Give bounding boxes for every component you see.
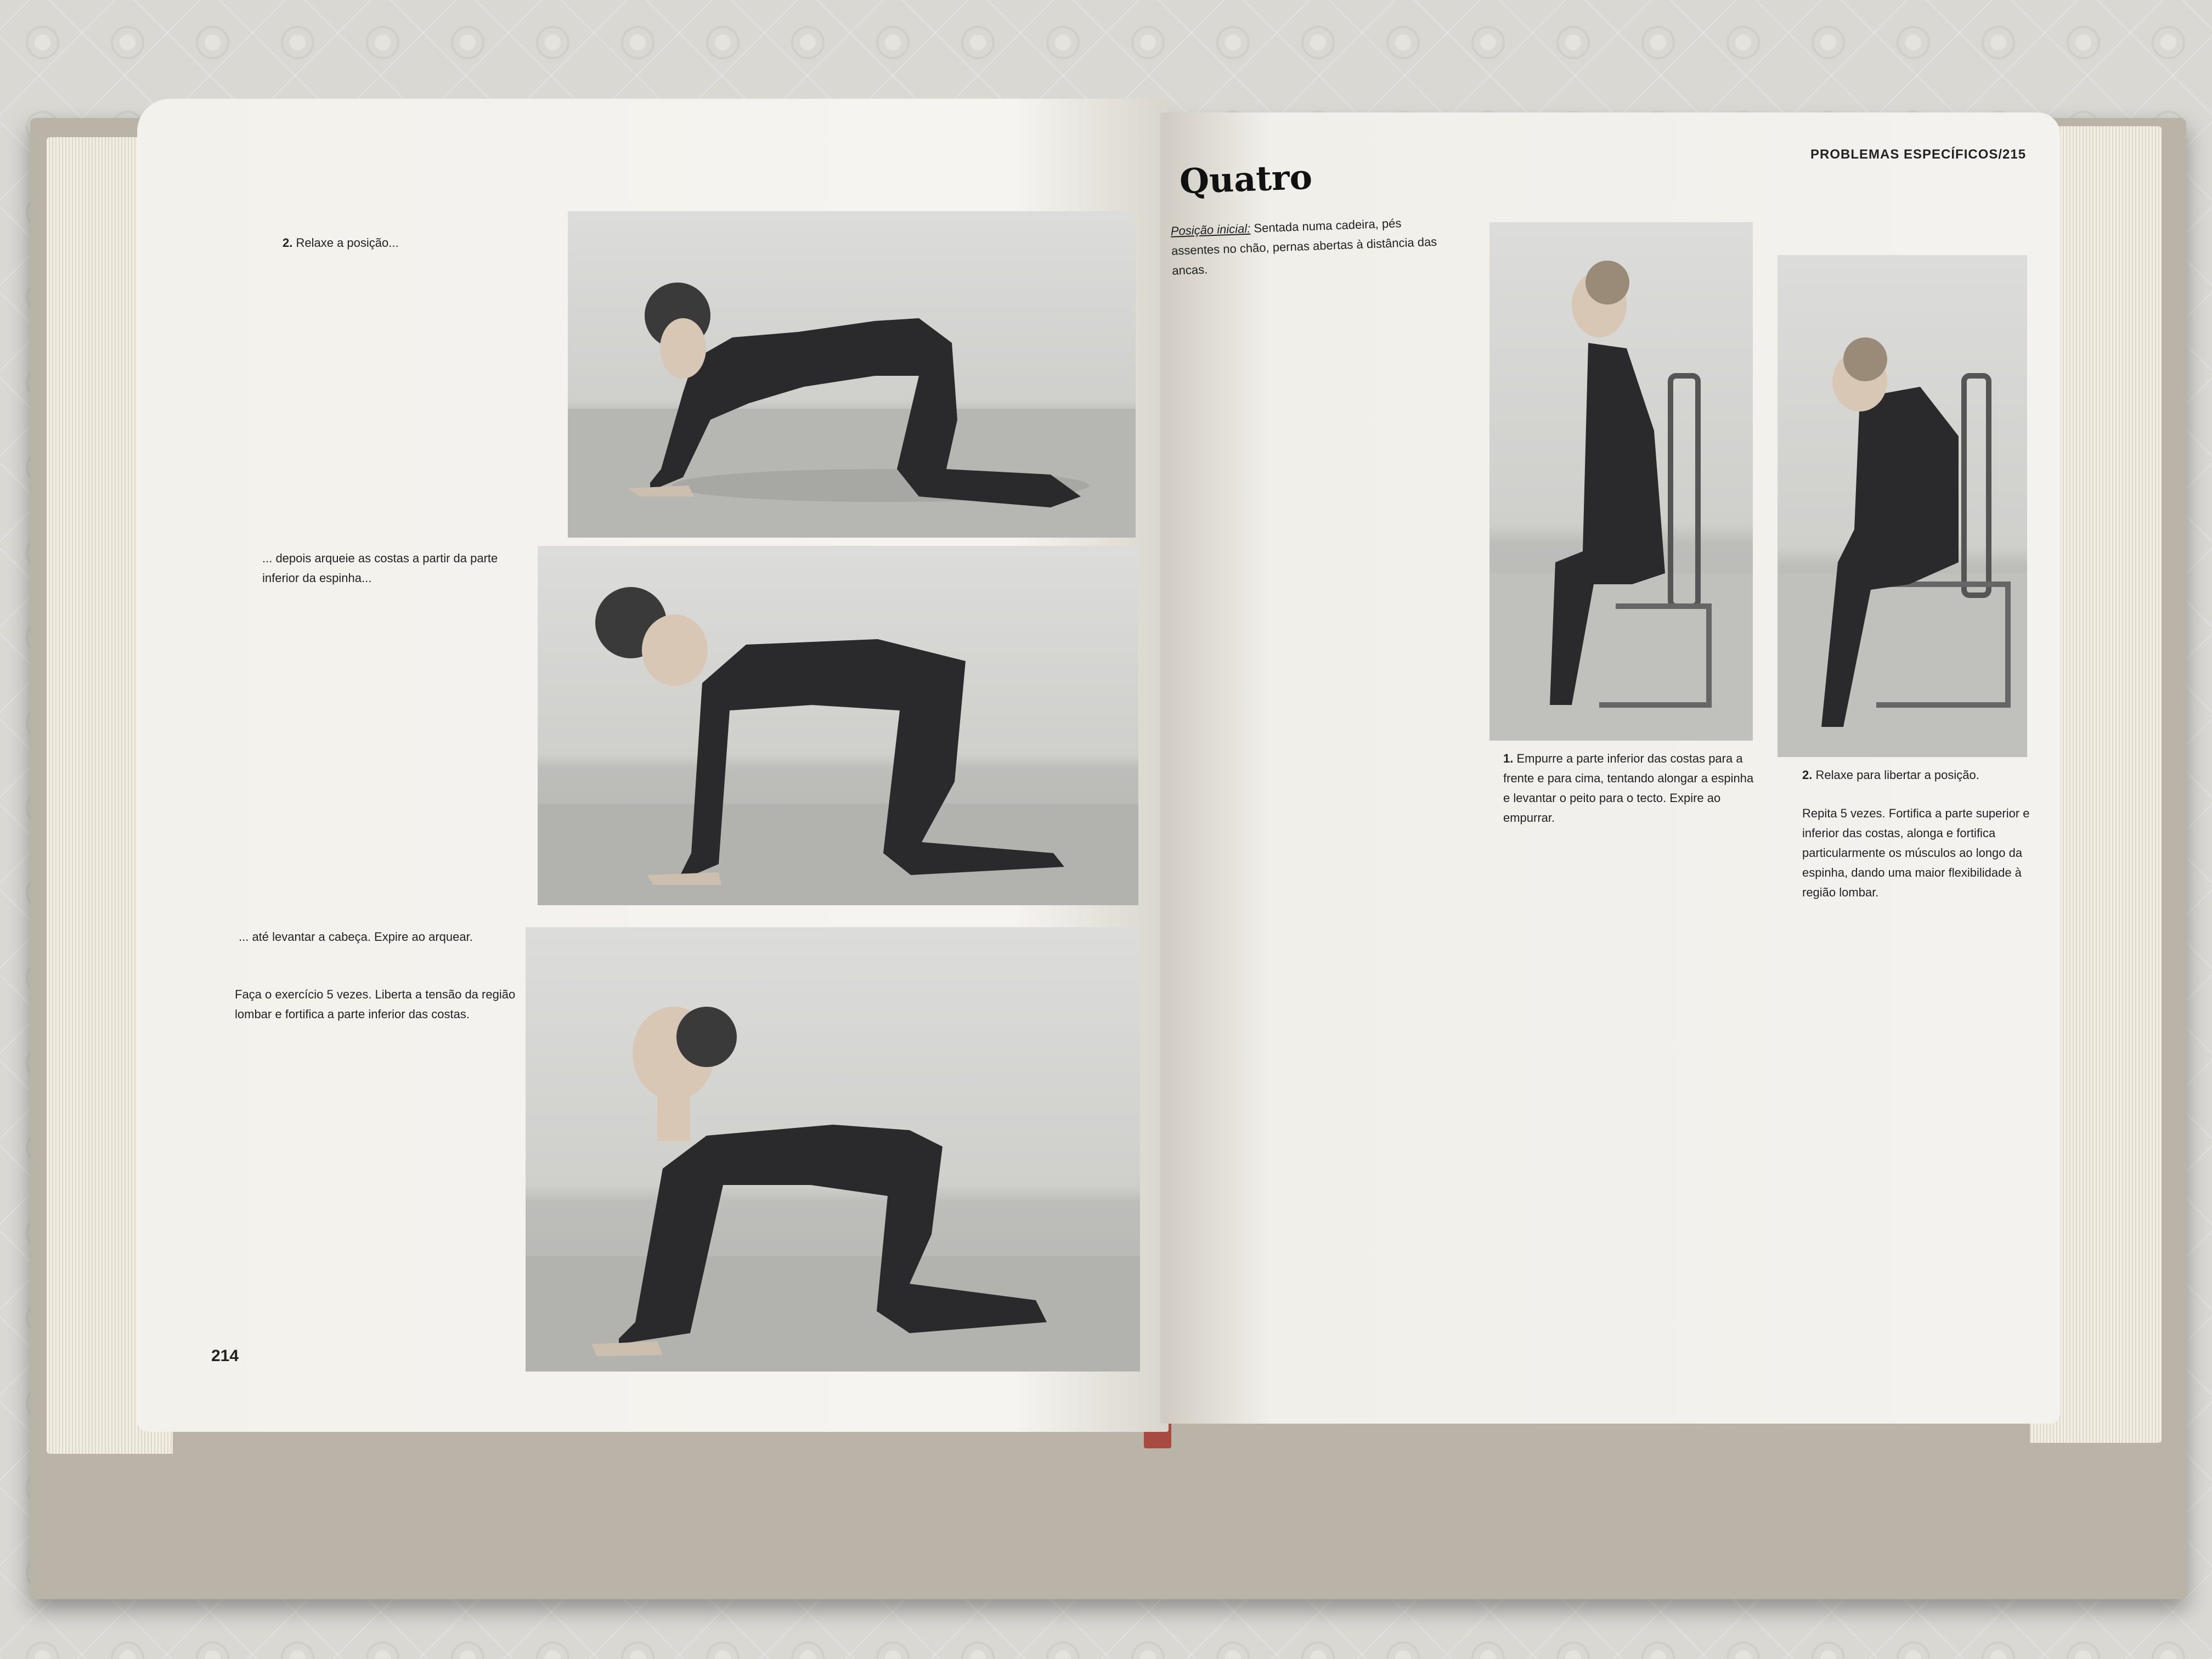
- figure-illustration: [1489, 222, 1753, 741]
- caption-text: Relaxe a posição...: [296, 236, 399, 250]
- right-caption-1: [1503, 749, 1758, 828]
- intro-label: Posição inicial:: [1170, 221, 1251, 238]
- left-caption-3: ... até levantar a cabeça. Expire ao arquear.: [239, 930, 473, 944]
- caption-number: 2.: [283, 236, 293, 250]
- figure-illustration: [568, 211, 1136, 538]
- photo-kneeling-head-up: [526, 927, 1140, 1372]
- photo-seated-upright: [1489, 222, 1753, 741]
- right-caption-3: Repita 5 vezes. Fortifica a parte superior e inferior das costas, alonga e fortifica particularmente os músculos ao longo da espinha, dando uma maior flexibilidade à região lombar.: [1802, 806, 2030, 899]
- left-caption-2: ... depois arqueie as costas a partir da parte inferior da espinha...: [262, 551, 498, 585]
- photo-kneeling-head-down: [568, 211, 1136, 538]
- caption-number: 1.: [1503, 752, 1514, 765]
- figure-illustration: [538, 546, 1138, 905]
- left-caption-1: [283, 233, 399, 253]
- caption-text: Relaxe para libertar a posição.: [1815, 768, 1979, 782]
- left-caption-4: Faça o exercício 5 vezes. Liberta a tensão da região lombar e fortifica a parte inferior das costas.: [235, 988, 516, 1021]
- intro-text: Sentada numa cadeira, pés assentes no chão, pernas abertas à distância das ancas.: [1171, 216, 1437, 278]
- intro-paragraph: [1170, 212, 1446, 280]
- running-header: PROBLEMAS ESPECÍFICOS/215: [1810, 147, 2027, 162]
- photo-seated-bent: [1778, 255, 2027, 757]
- caption-number: 2.: [1802, 768, 1813, 782]
- figure-illustration: [1778, 255, 2027, 757]
- page-number-left: 214: [211, 1347, 239, 1365]
- right-caption-2: [1802, 765, 2033, 785]
- section-title: Quatro: [1178, 156, 1313, 202]
- photo-kneeling-back-arched: [538, 546, 1138, 905]
- figure-illustration: [526, 927, 1140, 1372]
- caption-text: Empurre a parte inferior das costas para a frente e para cima, tentando alongar a espinha e levantar o peito para o tecto. Expire ao empurrar.: [1503, 752, 1754, 825]
